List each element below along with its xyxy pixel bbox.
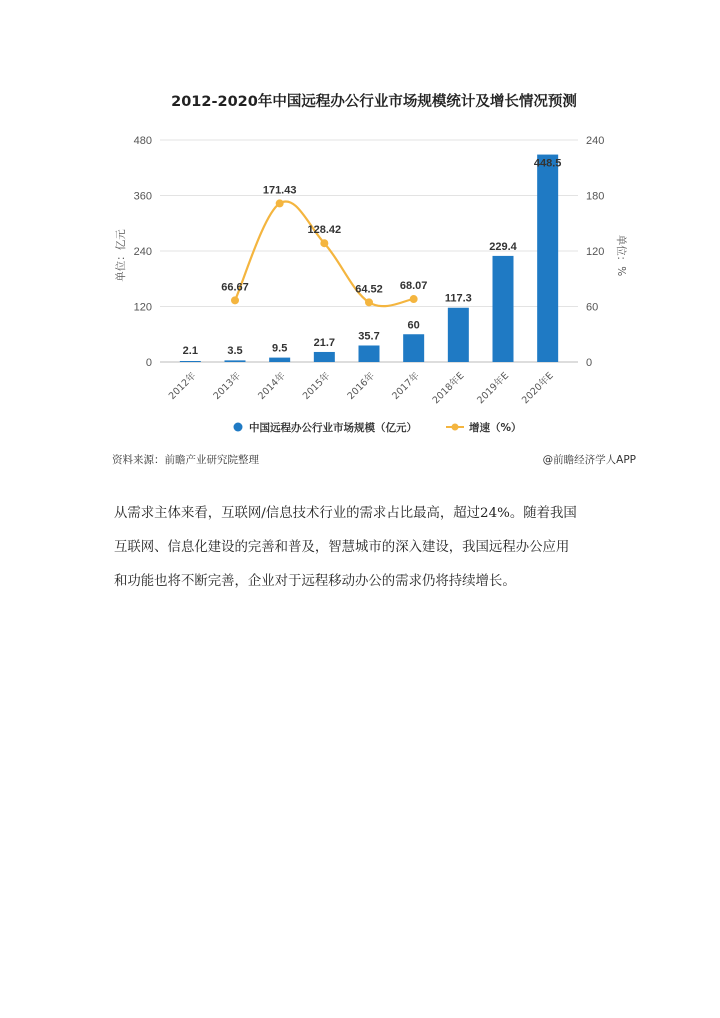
x-tick-label: 2017年 (390, 370, 422, 402)
growth-data-label: 171.43 (262, 184, 297, 197)
y-right-tick-label: 180 (586, 190, 605, 203)
credit-note: @前瞻经济学人APP (542, 454, 636, 466)
x-tick-label: 2016年 (345, 370, 378, 402)
growth-data-label: 64.52 (355, 283, 383, 296)
paragraph-line: 从需求主体来看，互联网/信息技术行业的需求占比最高，超过24%。随着我国 (114, 506, 577, 521)
growth-point (365, 298, 373, 306)
combo-chart (104, 84, 644, 474)
legend-line-label: 增速（%） (469, 422, 522, 434)
bar (180, 361, 201, 362)
bar-data-label: 35.7 (358, 330, 380, 343)
y-left-tick-label: 0 (145, 357, 152, 369)
legend-bar-swatch (234, 423, 243, 432)
growth-point (320, 239, 328, 247)
bar (269, 358, 290, 362)
x-tick-label: 2015年 (300, 370, 333, 402)
y-right-axis-label: 单位：% (615, 234, 627, 277)
bar-data-label: 229.4 (489, 240, 517, 253)
y-left-axis-label: 单位：亿元 (115, 229, 127, 282)
y-left-tick-label: 360 (133, 190, 152, 203)
bar (403, 334, 424, 362)
bar-data-label: 9.5 (272, 342, 288, 355)
growth-point (410, 295, 418, 303)
y-left-tick-label: 120 (133, 301, 152, 314)
bar-data-label: 21.7 (313, 336, 336, 349)
growth-point (276, 199, 284, 207)
legend-bar-label: 中国远程办公行业市场规模（亿元） (249, 422, 417, 434)
x-tick-label: 2020年E (519, 370, 556, 407)
x-tick-label: 2018年E (430, 370, 467, 407)
y-left-tick-label: 240 (133, 246, 152, 258)
paragraph-line: 互联网、信息化建设的完善和普及，智慧城市的深入建设，我国远程办公应用 (114, 540, 570, 555)
growth-data-label: 128.42 (307, 224, 342, 237)
bar (359, 345, 380, 362)
bar-data-label: 60 (407, 319, 420, 332)
x-tick-label: 2013年 (211, 370, 244, 402)
body-text (114, 497, 614, 599)
bar-data-label: 2.1 (182, 345, 198, 357)
bar (537, 155, 558, 362)
bar-data-label: 3.5 (227, 345, 243, 357)
growth-data-label: 68.07 (399, 280, 428, 293)
x-tick-label: 2019年E (475, 370, 512, 407)
y-left-tick-label: 480 (133, 135, 152, 147)
source-note: 资料来源：前瞻产业研究院整理 (112, 454, 259, 466)
bar (225, 360, 246, 362)
chart-title: 2012-2020年中国远程办公行业市场规模统计及增长情况预测 (171, 94, 577, 110)
y-right-tick-label: 0 (586, 357, 593, 369)
growth-data-label: 66.67 (221, 281, 249, 294)
y-right-tick-label: 240 (586, 135, 605, 147)
bar (314, 352, 335, 362)
x-tick-label: 2014年 (256, 370, 288, 402)
legend-line-marker (452, 424, 459, 431)
growth-point (231, 296, 239, 304)
y-right-tick-label: 120 (586, 246, 605, 258)
chart-container (104, 84, 644, 474)
bar (448, 308, 469, 362)
paragraph-line: 和功能也将不断完善，企业对于远程移动办公的需求仍将持续增长。 (114, 574, 516, 589)
y-right-tick-label: 60 (586, 301, 599, 314)
growth-line (235, 201, 414, 306)
x-tick-label: 2012年 (166, 370, 199, 402)
bar-data-label: 117.3 (444, 292, 472, 305)
bar (493, 256, 514, 362)
bar-data-label: 448.5 (533, 157, 562, 170)
